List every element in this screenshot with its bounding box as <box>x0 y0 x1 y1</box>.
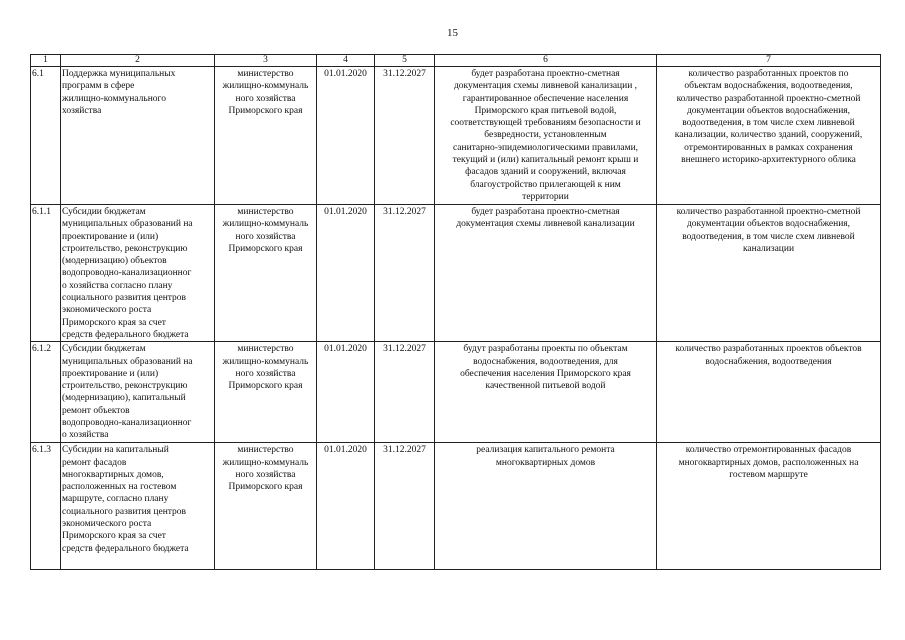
activity-name: Субсидии на капитальный ремонт фасадов многоквартирных домов, расположенных на гостевом маршруте, согласно плану социального развития центров экономического роста Приморского края за счет средств федерального бюджета <box>61 443 215 570</box>
end-date: 31.12.2027 <box>375 205 435 342</box>
header-row <box>31 55 881 67</box>
activity-name: Субсидии бюджетам муниципальных образований на проектирование и (или) строительство, реконструкцию (модернизацию), капитальный ремонт объектов водопроводно-канализационног о хозяйства <box>61 342 215 443</box>
column-header: 6 <box>435 55 657 67</box>
program-table <box>30 54 881 570</box>
executor: министерство жилищно-коммуналь ного хозяйства Приморского края <box>215 342 317 443</box>
executor: министерство жилищно-коммуналь ного хозяйства Приморского края <box>215 205 317 342</box>
start-date: 01.01.2020 <box>317 342 375 443</box>
indicator: количество разработанной проектно-сметной документации объектов водоснабжения, водоотведения, в том числе схем ливневой канализации <box>657 205 881 342</box>
row-number: 6.1.3 <box>31 443 61 570</box>
start-date: 01.01.2020 <box>317 67 375 205</box>
row-number: 6.1.2 <box>31 342 61 443</box>
expected-result: будет разработана проектно-сметная документация схемы ливневой канализации <box>435 205 657 342</box>
column-header: 2 <box>61 55 215 67</box>
end-date: 31.12.2027 <box>375 342 435 443</box>
column-header: 7 <box>657 55 881 67</box>
column-header: 1 <box>31 55 61 67</box>
indicator: количество отремонтированных фасадов многоквартирных домов, расположенных на гостевом маршруте <box>657 443 881 570</box>
column-header: 5 <box>375 55 435 67</box>
expected-result: реализация капитального ремонта многоквартирных домов <box>435 443 657 570</box>
column-header: 4 <box>317 55 375 67</box>
table-row <box>31 342 881 443</box>
column-header: 3 <box>215 55 317 67</box>
indicator: количество разработанных проектов объектов водоснабжения, водоотведения <box>657 342 881 443</box>
expected-result: будет разработана проектно-сметная документация схемы ливневой канализации , гарантированное обеспечение населения Приморского края питьевой водой, соответствующей требованиям безопасности и безвредности, установленным санитарно-эпидемиологическими правилами, текущий и (или) капитальный ремонт крыш и фасадов зданий и сооружений, включая благоустройство прилегающей к ним территории <box>435 67 657 205</box>
activity-name: Поддержка муниципальных программ в сфере жилищно-коммунального хозяйства <box>61 67 215 205</box>
row-number: 6.1.1 <box>31 205 61 342</box>
executor: министерство жилищно-коммуналь ного хозяйства Приморского края <box>215 67 317 205</box>
table-row <box>31 67 881 205</box>
indicator: количество разработанных проектов по объектам водоснабжения, водоотведения, количество разработанной проектно-сметной документации объектов водоснабжения, водоотведения, в том числе схем ливневой канализации, количество зданий, сооружений, отремонтированных в рамках сохранения внешнего историко-архитектурного облика <box>657 67 881 205</box>
executor: министерство жилищно-коммуналь ного хозяйства Приморского края <box>215 443 317 570</box>
table-row <box>31 443 881 570</box>
row-number: 6.1 <box>31 67 61 205</box>
table-row <box>31 205 881 342</box>
activity-name: Субсидии бюджетам муниципальных образований на проектирование и (или) строительство, реконструкцию (модернизацию) объектов водопроводно-канализационног о хозяйства согласно плану социального развития центров экономического роста Приморского края за счет средств федерального бюджета <box>61 205 215 342</box>
end-date: 31.12.2027 <box>375 67 435 205</box>
page-number: 15 <box>447 27 458 39</box>
end-date: 31.12.2027 <box>375 443 435 570</box>
start-date: 01.01.2020 <box>317 443 375 570</box>
start-date: 01.01.2020 <box>317 205 375 342</box>
expected-result: будут разработаны проекты по объектам водоснабжения, водоотведения, для обеспечения населения Приморского края качественной питьевой водой <box>435 342 657 443</box>
